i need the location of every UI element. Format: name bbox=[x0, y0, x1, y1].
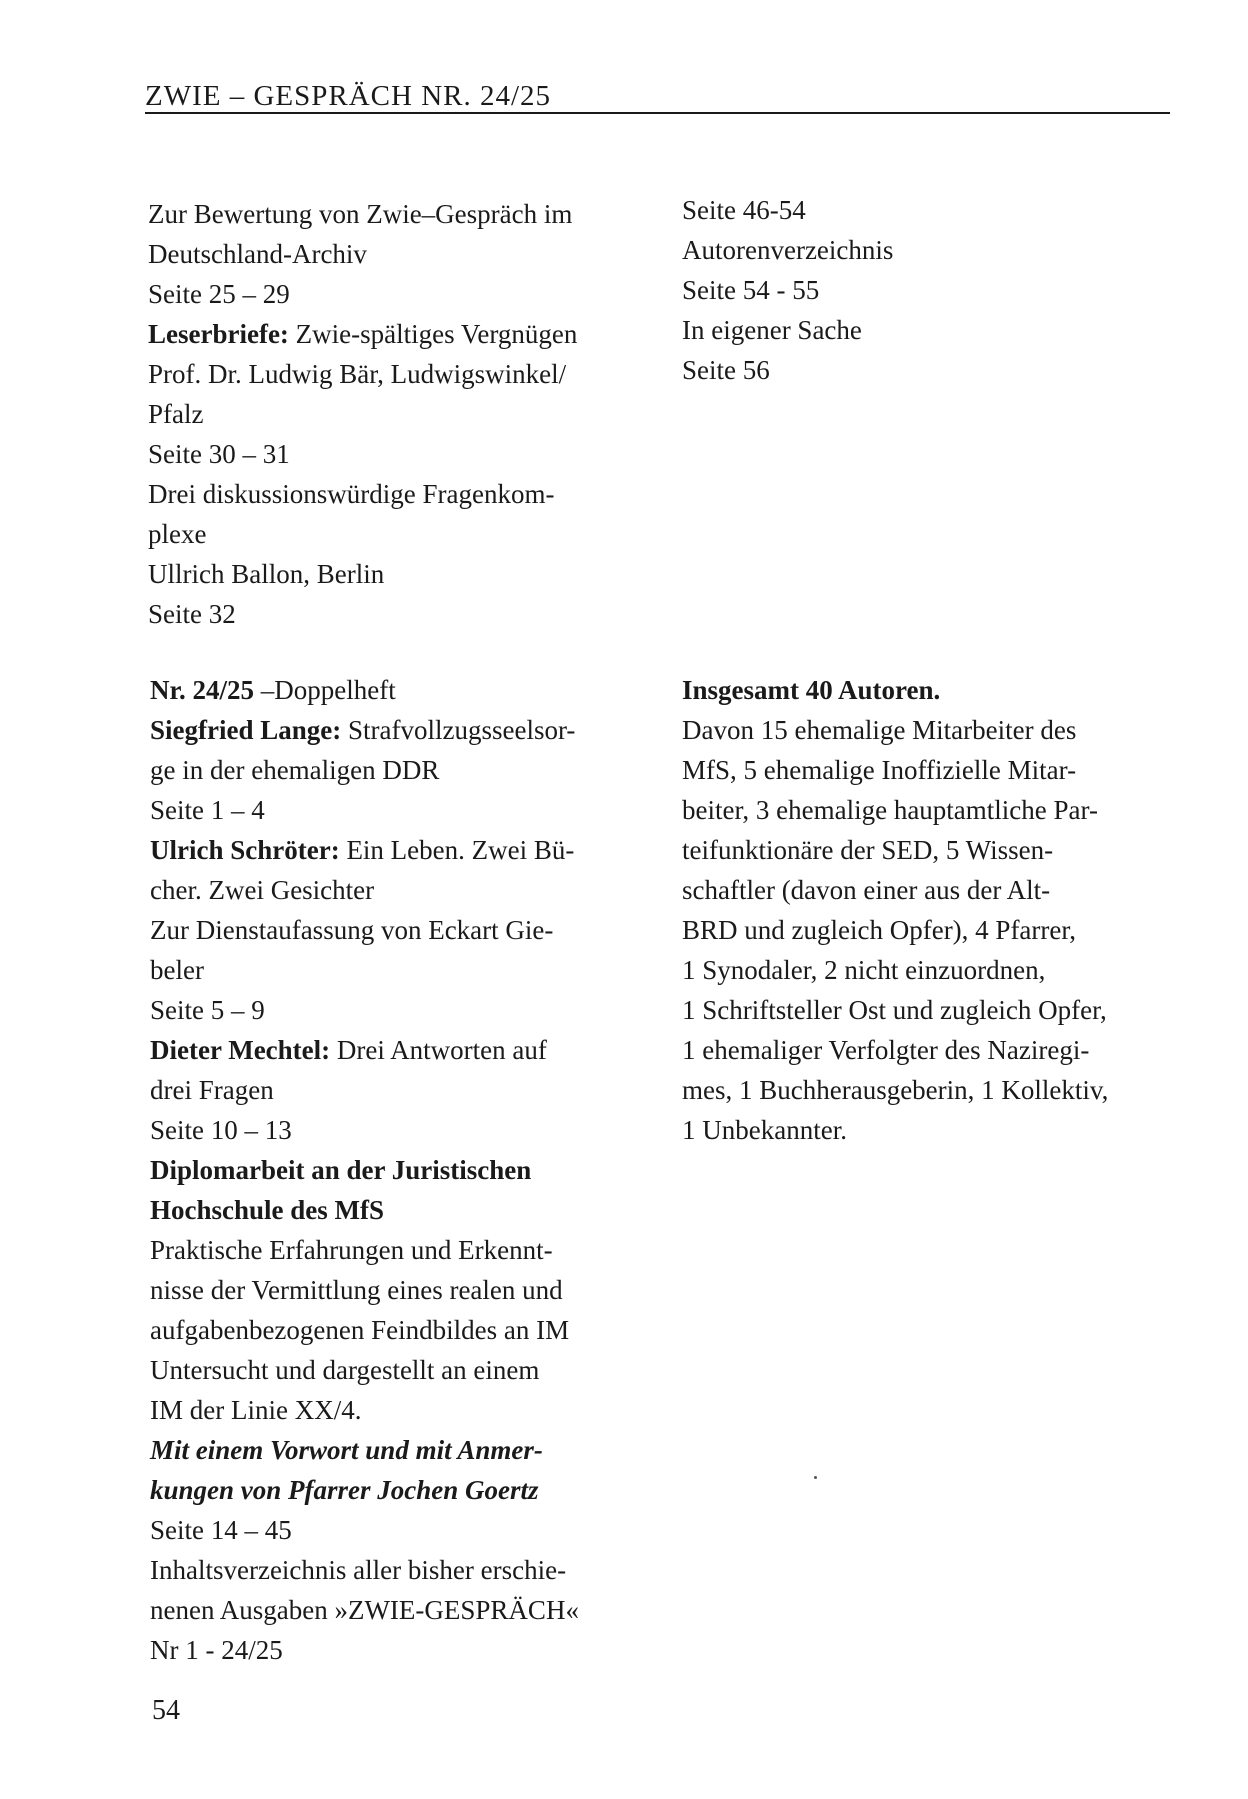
text-line bbox=[148, 394, 577, 434]
emphasized-text: Insgesamt 40 Autoren. bbox=[682, 675, 941, 705]
text-line bbox=[150, 1430, 579, 1470]
text-segment: Drei Antworten auf bbox=[330, 1035, 547, 1065]
text-line bbox=[682, 750, 1108, 790]
page-number: 54 bbox=[152, 1695, 180, 1726]
text-segment: Prof. Dr. Ludwig Bär, Ludwigswinkel/ bbox=[148, 359, 567, 389]
running-head-title: ZWIE – GESPRÄCH NR. 24/25 bbox=[145, 80, 552, 112]
text-segment: 1 ehemaliger Verfolgter des Naziregi- bbox=[682, 1035, 1090, 1065]
text-line bbox=[682, 710, 1108, 750]
text-segment: Seite 54 - 55 bbox=[682, 275, 820, 305]
text-segment: Seite 32 bbox=[148, 599, 236, 629]
text-line bbox=[682, 790, 1108, 830]
text-segment: Inhaltsverzeichnis aller bisher erschie- bbox=[150, 1555, 567, 1585]
emphasized-text: Diplomarbeit an der Juristischen bbox=[150, 1155, 532, 1185]
text-line bbox=[150, 870, 579, 910]
text-segment: In eigener Sache bbox=[682, 315, 862, 345]
emphasized-text: Hochschule des MfS bbox=[150, 1195, 385, 1225]
text-line bbox=[682, 950, 1108, 990]
text-segment: teifunktionäre der SED, 5 Wissen- bbox=[682, 835, 1054, 865]
text-line bbox=[150, 1230, 579, 1270]
text-segment: Zur Bewertung von Zwie–Gespräch im bbox=[148, 199, 573, 229]
text-segment: Seite 30 – 31 bbox=[148, 439, 290, 469]
text-segment: Seite 46-54 bbox=[682, 195, 806, 225]
text-line bbox=[150, 1470, 579, 1510]
text-line bbox=[150, 950, 579, 990]
text-line bbox=[682, 310, 893, 350]
text-line bbox=[148, 234, 577, 274]
header-rule bbox=[145, 112, 1170, 114]
text-line bbox=[682, 870, 1108, 910]
text-segment: ge in der ehemaligen DDR bbox=[150, 755, 440, 785]
text-line bbox=[682, 1070, 1108, 1110]
emphasized-text: Nr. 24/25 bbox=[150, 675, 255, 705]
text-line bbox=[148, 594, 577, 634]
text-line bbox=[150, 830, 579, 870]
text-segment: Deutschland-Archiv bbox=[148, 239, 367, 269]
text-segment: Untersucht und dargestellt an einem bbox=[150, 1355, 540, 1385]
text-line bbox=[150, 1030, 579, 1070]
text-segment: aufgabenbezogenen Feindbildes an IM bbox=[150, 1315, 570, 1345]
text-line bbox=[682, 830, 1108, 870]
text-segment: Zwie-spältiges Vergnügen bbox=[288, 319, 578, 349]
emphasized-text: Ulrich Schröter: bbox=[150, 835, 340, 865]
text-line bbox=[150, 1510, 579, 1550]
text-line bbox=[150, 750, 579, 790]
text-line bbox=[150, 1390, 579, 1430]
text-segment: Ein Leben. Zwei Bü- bbox=[339, 835, 575, 865]
text-line bbox=[150, 710, 579, 750]
text-line bbox=[150, 790, 579, 830]
text-line bbox=[148, 554, 577, 594]
text-line bbox=[150, 1150, 579, 1190]
text-line bbox=[682, 670, 1108, 710]
emphasized-text: Dieter Mechtel: bbox=[150, 1035, 331, 1065]
text-line bbox=[148, 314, 577, 354]
text-segment: Seite 10 – 13 bbox=[150, 1115, 292, 1145]
text-segment: Drei diskussionswürdige Fragenkom- bbox=[148, 479, 555, 509]
text-line bbox=[682, 990, 1108, 1030]
text-line bbox=[682, 190, 893, 230]
text-segment: Nr 1 - 24/25 bbox=[150, 1635, 283, 1665]
text-segment: 1 Schriftsteller Ost und zugleich Opfer, bbox=[682, 995, 1107, 1025]
text-segment: Seite 56 bbox=[682, 355, 770, 385]
text-line bbox=[150, 1630, 579, 1670]
text-segment: plexe bbox=[148, 519, 207, 549]
right-column-top bbox=[682, 190, 893, 390]
text-segment: BRD und zugleich Opfer), 4 Pfarrer, bbox=[682, 915, 1077, 945]
text-segment: Seite 5 – 9 bbox=[150, 995, 265, 1025]
text-segment: Zur Dienstaufassung von Eckart Gie- bbox=[150, 915, 554, 945]
text-segment: Pfalz bbox=[148, 399, 204, 429]
text-segment: Seite 25 – 29 bbox=[148, 279, 290, 309]
text-segment: 1 Synodaler, 2 nicht einzuordnen, bbox=[682, 955, 1046, 985]
left-column-bottom bbox=[150, 670, 579, 1670]
emphasized-text: Leserbriefe: bbox=[148, 319, 289, 349]
text-line bbox=[682, 350, 893, 390]
text-segment: beiter, 3 ehemalige hauptamtliche Par- bbox=[682, 795, 1098, 825]
text-segment: mes, 1 Buchherausgeberin, 1 Kollektiv, bbox=[682, 1075, 1109, 1105]
text-line bbox=[150, 1110, 579, 1150]
text-line bbox=[148, 514, 577, 554]
text-line bbox=[150, 1070, 579, 1110]
text-line bbox=[148, 194, 577, 234]
text-line bbox=[148, 434, 577, 474]
text-segment: MfS, 5 ehemalige Inoffizielle Mitar- bbox=[682, 755, 1077, 785]
print-speck bbox=[814, 1476, 817, 1479]
text-line bbox=[682, 1030, 1108, 1070]
text-segment: Strafvollzugsseelsor- bbox=[341, 715, 576, 745]
text-line bbox=[150, 910, 579, 950]
text-segment: Davon 15 ehemalige Mitarbeiter des bbox=[682, 715, 1077, 745]
text-segment: beler bbox=[150, 955, 204, 985]
text-line bbox=[148, 274, 577, 314]
text-segment: Praktische Erfahrungen und Erkennt- bbox=[150, 1235, 553, 1265]
text-line bbox=[150, 1190, 579, 1230]
text-segment: –Doppelheft bbox=[254, 675, 396, 705]
text-line bbox=[150, 1310, 579, 1350]
text-line bbox=[150, 990, 579, 1030]
text-line bbox=[148, 354, 577, 394]
text-line bbox=[148, 474, 577, 514]
text-line bbox=[150, 1590, 579, 1630]
text-line bbox=[682, 1110, 1108, 1150]
emphasized-text: kungen von Pfarrer Jochen Goertz bbox=[150, 1475, 539, 1505]
text-segment: Seite 1 – 4 bbox=[150, 795, 265, 825]
text-segment: schaftler (davon einer aus der Alt- bbox=[682, 875, 1051, 905]
text-segment: cher. Zwei Gesichter bbox=[150, 875, 375, 905]
text-line bbox=[682, 230, 893, 270]
emphasized-text: Siegfried Lange: bbox=[150, 715, 342, 745]
text-line bbox=[150, 1270, 579, 1310]
right-column-bottom bbox=[682, 670, 1108, 1150]
text-segment: IM der Linie XX/4. bbox=[150, 1395, 362, 1425]
text-segment: drei Fragen bbox=[150, 1075, 274, 1105]
left-column-top bbox=[148, 194, 577, 634]
emphasized-text: Mit einem Vorwort und mit Anmer- bbox=[150, 1435, 543, 1465]
text-line bbox=[150, 1550, 579, 1590]
text-segment: nenen Ausgaben »ZWIE-GESPRÄCH« bbox=[150, 1595, 579, 1625]
text-segment: 1 Unbekannter. bbox=[682, 1115, 847, 1145]
text-line bbox=[682, 270, 893, 310]
text-line bbox=[150, 670, 579, 710]
text-segment: nisse der Vermittlung eines realen und bbox=[150, 1275, 563, 1305]
text-segment: Ullrich Ballon, Berlin bbox=[148, 559, 385, 589]
text-line bbox=[150, 1350, 579, 1390]
text-line bbox=[682, 910, 1108, 950]
text-segment: Seite 14 – 45 bbox=[150, 1515, 292, 1545]
text-segment: Autorenverzeichnis bbox=[682, 235, 894, 265]
